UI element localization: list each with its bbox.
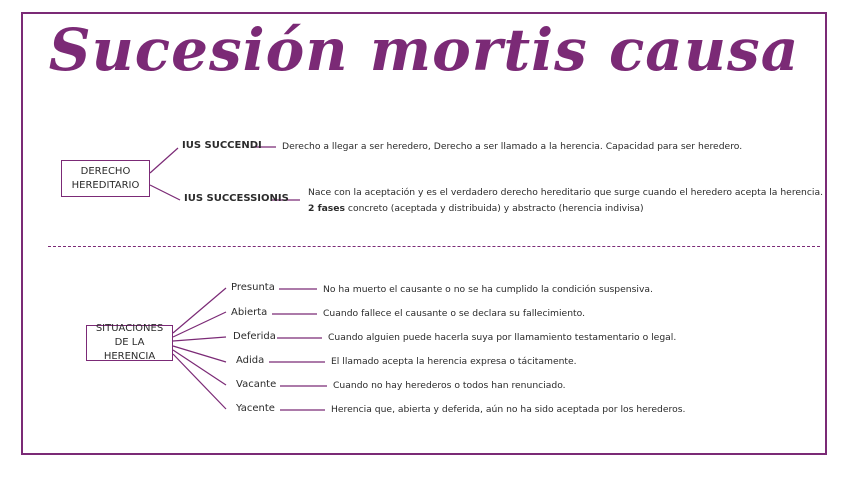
term-ius-successionis: IUS SUCCESSIONIS	[184, 193, 289, 204]
term-yacente: Yacente	[236, 403, 275, 414]
term-adida: Adida	[236, 355, 265, 366]
term-deferida: Deferida	[233, 331, 276, 342]
phases-label: 2 fases	[308, 203, 345, 214]
desc-abierta: Cuando fallece el causante o se declara su fallecimiento.	[323, 308, 586, 319]
box-label: SITUACIONES DE LA HERENCIA	[95, 323, 164, 362]
box-label: DERECHO HEREDITARIO	[71, 165, 140, 191]
term-vacante: Vacante	[236, 379, 277, 390]
box-situaciones-herencia	[86, 325, 173, 361]
page-title: Sucesión mortis causa	[48, 16, 800, 84]
desc-yacente: Herencia que, abierta y deferida, aún no ha sido aceptada por los herederos.	[331, 404, 686, 415]
desc-presunta: No ha muerto el causante o no se ha cumplido la condición suspensiva.	[323, 284, 653, 295]
desc-deferida: Cuando alguien puede hacerla suya por llamamiento testamentario o legal.	[328, 332, 677, 343]
branch-line-ius-succendi	[150, 148, 178, 173]
desc-ius-successionis: Nace con la aceptación y es el verdadero derecho hereditario que surge cuando el heredero acepta la herencia.	[308, 187, 824, 198]
desc-ius-succendi: Derecho a llegar a ser heredero, Derecho a ser llamado a la herencia. Capacidad para ser heredero.	[282, 141, 743, 152]
branch-line-ius-successionis	[150, 185, 180, 200]
branch-line-deferida	[173, 337, 226, 341]
branch-line-adida	[173, 346, 226, 362]
term-presunta: Presunta	[231, 282, 275, 293]
term-ius-succendi: IUS SUCCENDI	[182, 140, 262, 151]
box-derecho-hereditario	[61, 160, 150, 197]
desc-ius-successionis-phases	[308, 203, 644, 214]
section-divider	[48, 246, 820, 247]
term-abierta: Abierta	[231, 307, 268, 318]
branch-line-yacente	[173, 354, 226, 409]
desc-vacante: Cuando no hay herederos o todos han renunciado.	[333, 380, 566, 391]
desc-adida: El llamado acepta la herencia expresa o tácitamente.	[331, 356, 577, 367]
branch-line-vacante	[173, 350, 226, 385]
branch-line-presunta	[173, 288, 226, 333]
phases-text: concreto (aceptada y distribuida) y abstracto (herencia indivisa)	[347, 203, 644, 214]
branch-line-abierta	[173, 312, 226, 337]
